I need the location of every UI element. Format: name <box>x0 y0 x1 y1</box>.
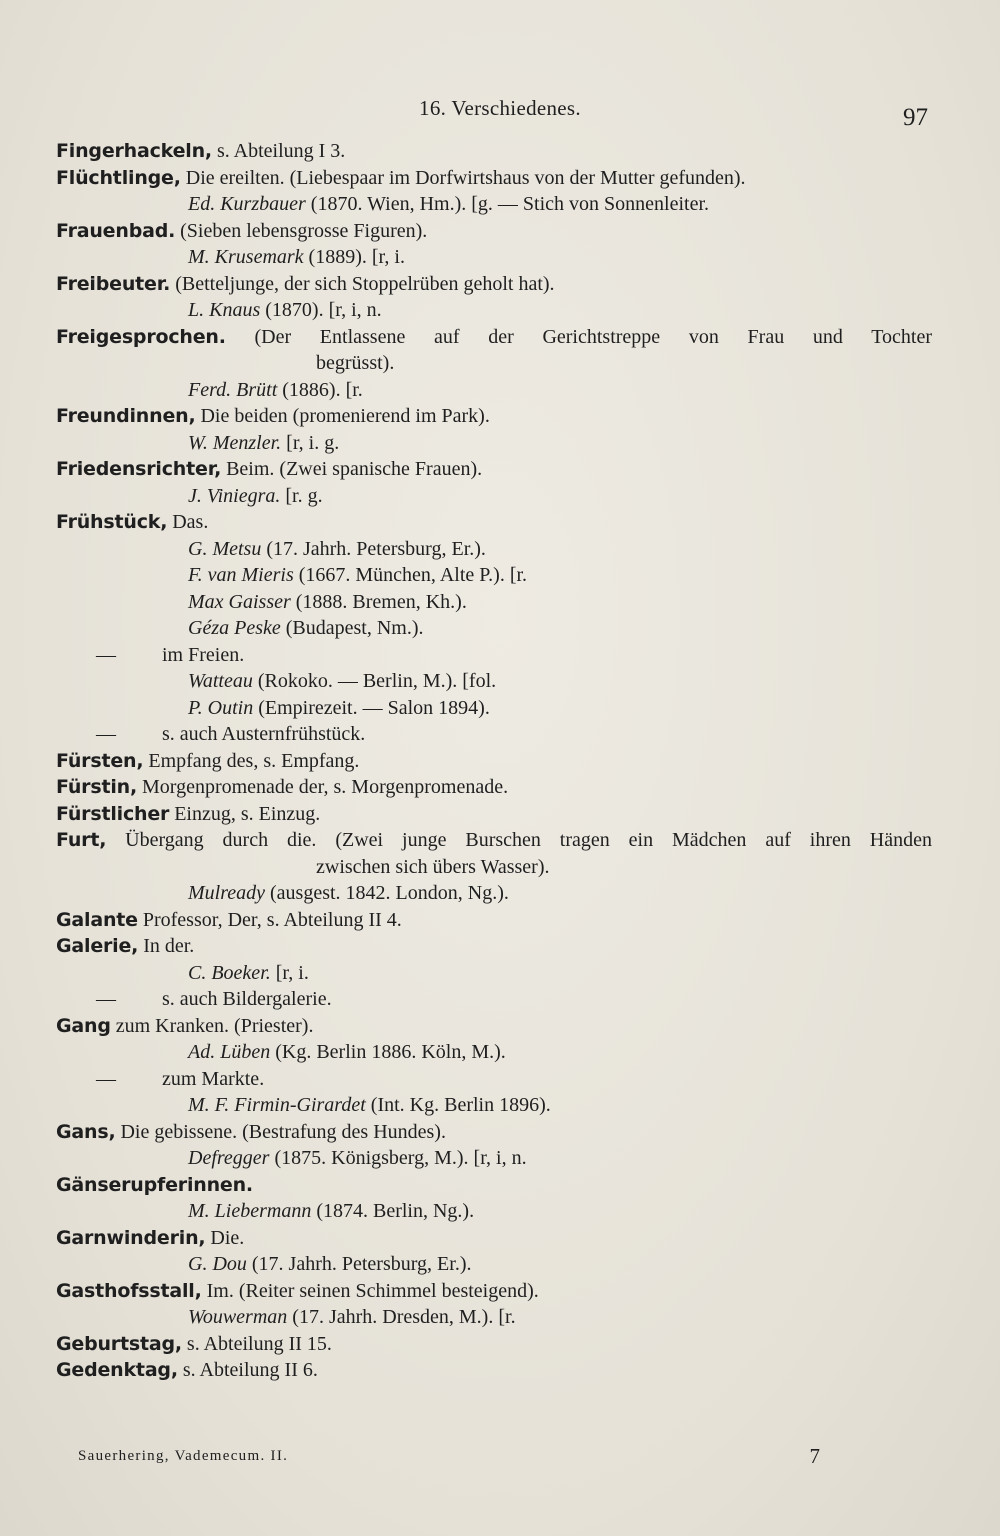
repeat-dash: — <box>96 1067 116 1090</box>
entry-text: In der. <box>138 935 195 957</box>
artist-name: M. Liebermann <box>188 1200 312 1222</box>
source-line <box>56 244 932 271</box>
entry-line <box>56 1013 932 1040</box>
source-line <box>56 1092 932 1119</box>
source-line <box>56 297 932 324</box>
entry-text: Empfang des, s. Empfang. <box>143 749 360 772</box>
artist-name: Max Gaisser <box>188 590 291 613</box>
artist-name: F. van Mieris <box>188 564 294 586</box>
source-line <box>56 1039 932 1066</box>
sub-entry-text: zum Markte. <box>162 1067 265 1090</box>
artist-name: L. Knaus <box>188 299 261 321</box>
source-details: (Kg. Berlin 1886. Köln, M.). <box>270 1041 506 1063</box>
source-details: (17. Jahrh. Petersburg, Er.). <box>261 537 486 560</box>
entry-line <box>56 403 932 430</box>
entry-line <box>56 324 932 351</box>
entry-text: Die. <box>205 1226 245 1249</box>
entry-keyword: Garnwinderin, <box>56 1226 206 1249</box>
source-details: (1874. Berlin, Ng.). <box>311 1200 475 1222</box>
sub-entry-line <box>56 642 932 669</box>
repeat-dash: — <box>96 988 116 1010</box>
source-line <box>56 562 932 589</box>
entry-line <box>56 801 932 828</box>
artist-name: Wouwerman <box>188 1306 288 1328</box>
index-entries <box>56 138 932 1384</box>
entry-text: s. Abteilung I 3. <box>211 140 346 162</box>
source-line <box>56 191 932 218</box>
footer-sheet-number: 7 <box>809 1444 820 1468</box>
entry-line <box>56 1278 932 1305</box>
entry-line <box>56 1357 932 1384</box>
source-line <box>56 615 932 642</box>
source-details: (17. Jahrh. Petersburg, Er.). <box>246 1253 472 1275</box>
source-details: [r, i. g. <box>281 431 340 454</box>
sub-entry-line <box>56 1066 932 1093</box>
entry-text: (Der Entlassene auf der Gerichtstreppe von Frau und Tochter <box>225 325 932 348</box>
source-line <box>56 1251 932 1278</box>
source-line <box>56 536 932 563</box>
entry-keyword: Fürsten, <box>56 749 144 772</box>
entry-keyword: Fürstin, <box>56 776 137 798</box>
sub-entry-line <box>56 986 932 1013</box>
source-line <box>56 960 932 987</box>
source-details: (1888. Bremen, Kh.). <box>290 590 467 613</box>
source-line <box>56 377 932 404</box>
page-number: 97 <box>903 104 928 131</box>
artist-name: J. Viniegra. <box>188 484 281 507</box>
source-line <box>56 589 932 616</box>
artist-name: W. Menzler. <box>188 431 282 454</box>
entry-text: Morgenpromenade der, s. Morgenpromenade. <box>136 776 509 798</box>
entry-line <box>56 218 932 245</box>
entry-line <box>56 827 932 854</box>
source-details: [r. g. <box>280 484 323 507</box>
source-details: (1886). [r. <box>277 378 363 401</box>
entry-text: zum Kranken. (Priester). <box>110 1014 314 1037</box>
entry-line <box>56 271 932 298</box>
entry-keyword: Gans, <box>56 1120 116 1143</box>
repeat-dash: — <box>96 643 116 666</box>
source-details: (1870). [r, i, n. <box>260 299 382 321</box>
entry-keyword: Freibeuter. <box>56 272 171 295</box>
entry-line <box>56 1119 932 1146</box>
entry-line <box>56 509 932 536</box>
artist-name: G. Dou <box>188 1253 247 1275</box>
source-details: (17. Jahrh. Dresden, M.). [r. <box>287 1306 516 1328</box>
entry-line <box>56 165 932 192</box>
continuation-text: begrüsst). <box>316 352 395 374</box>
entry-text: (Sieben lebensgrosse Figuren). <box>175 219 428 242</box>
source-line <box>56 1198 932 1225</box>
artist-name: Watteau <box>188 670 253 692</box>
entry-keyword: Geburtstag, <box>56 1332 182 1355</box>
artist-name: Mulready <box>188 882 266 904</box>
artist-name: Géza Peske <box>188 617 281 639</box>
artist-name: Ed. Kurzbauer <box>188 193 306 215</box>
entry-text: Die beiden (promenierend im Park). <box>195 405 490 427</box>
artist-name: Defregger <box>188 1147 270 1169</box>
entry-text: Die ereilten. (Liebespaar im Dorfwirtshaus von der Mutter gefunden). <box>180 166 746 189</box>
entry-keyword: Galante <box>56 908 138 931</box>
entry-keyword: Furt, <box>56 829 107 851</box>
source-line <box>56 1304 932 1331</box>
entry-keyword: Gedenktag, <box>56 1359 178 1381</box>
entry-line <box>56 1172 932 1199</box>
artist-name: M. Krusemark <box>188 246 304 268</box>
entry-line <box>56 138 932 165</box>
entry-text: Im. (Reiter seinen Schimmel besteigend). <box>201 1279 539 1302</box>
source-line <box>56 695 932 722</box>
entry-keyword: Gang <box>56 1014 111 1037</box>
source-line <box>56 668 932 695</box>
continuation-text: zwischen sich übers Wasser). <box>316 855 550 878</box>
entry-line <box>56 907 932 934</box>
source-line <box>56 1145 932 1172</box>
source-line <box>56 483 932 510</box>
entry-keyword: Freundinnen, <box>56 405 196 427</box>
entry-keyword: Frühstück, <box>56 511 168 533</box>
source-details: (Rokoko. — Berlin, M.). [fol. <box>252 670 497 692</box>
continuation-line <box>56 350 932 377</box>
artist-name: G. Metsu <box>188 537 262 560</box>
entry-keyword: Frauenbad. <box>56 219 176 242</box>
footer-signature: Sauerhering, Vademecum. II. <box>78 1448 289 1464</box>
source-details: (Int. Kg. Berlin 1896). <box>365 1094 551 1116</box>
entry-keyword: Freigesprochen. <box>56 325 226 348</box>
sub-entry-text: s. auch Bildergalerie. <box>162 988 332 1010</box>
artist-name: Ad. Lüben <box>188 1041 271 1063</box>
entry-line <box>56 748 932 775</box>
entry-text: Die gebissene. (Bestrafung des Hundes). <box>115 1120 446 1143</box>
entry-text: s. Abteilung II 15. <box>181 1332 332 1355</box>
source-details: (1889). [r, i. <box>303 246 405 268</box>
artist-name: C. Boeker. <box>188 961 271 984</box>
running-head: 16. Verschiedenes. <box>419 96 581 120</box>
entry-keyword: Galerie, <box>56 935 139 957</box>
entry-keyword: Flüchtlinge, <box>56 166 181 189</box>
sub-entry-line <box>56 721 932 748</box>
artist-name: P. Outin <box>188 696 254 719</box>
source-line <box>56 880 932 907</box>
entry-keyword: Gasthofsstall, <box>56 1279 202 1302</box>
repeat-dash: — <box>96 723 116 745</box>
artist-name: M. F. Firmin-Girardet <box>188 1094 366 1116</box>
entry-text: Professor, Der, s. Abteilung II 4. <box>137 908 402 931</box>
entry-line <box>56 456 932 483</box>
entry-text: Das. <box>167 511 209 533</box>
entry-text: Einzug, s. Einzug. <box>169 802 321 825</box>
entry-keyword: Fingerhackeln, <box>56 140 212 162</box>
sub-entry-text: s. auch Austernfrühstück. <box>162 723 366 745</box>
source-details: (1667. München, Alte P.). [r. <box>293 564 528 586</box>
entry-keyword: Fürstlicher <box>56 802 170 825</box>
source-details: (ausgest. 1842. London, Ng.). <box>265 882 509 904</box>
sub-entry-text: im Freien. <box>162 643 245 666</box>
entry-keyword: Gänserupferinnen. <box>56 1173 253 1196</box>
source-details: [r, i. <box>270 961 309 984</box>
source-details: (1870. Wien, Hm.). [g. — Stich von Sonnenleiter. <box>305 193 710 215</box>
entry-line <box>56 933 932 960</box>
entry-keyword: Friedensrichter, <box>56 458 222 480</box>
source-details: (Budapest, Nm.). <box>280 617 424 639</box>
source-details: (Empirezeit. — Salon 1894). <box>253 696 490 719</box>
entry-line <box>56 1225 932 1252</box>
source-details: (1875. Königsberg, M.). [r, i, n. <box>269 1147 527 1169</box>
entry-line <box>56 774 932 801</box>
entry-line <box>56 1331 932 1358</box>
continuation-line <box>56 854 932 881</box>
artist-name: Ferd. Brütt <box>188 378 278 401</box>
entry-text: Beim. (Zwei spanische Frauen). <box>221 458 483 480</box>
entry-text: (Betteljunge, der sich Stoppelrüben geholt hat). <box>170 272 555 295</box>
entry-text: s. Abteilung II 6. <box>177 1359 318 1381</box>
entry-text: Übergang durch die. (Zwei junge Burschen tragen ein Mädchen auf ihren Händen <box>106 829 932 851</box>
source-line <box>56 430 932 457</box>
